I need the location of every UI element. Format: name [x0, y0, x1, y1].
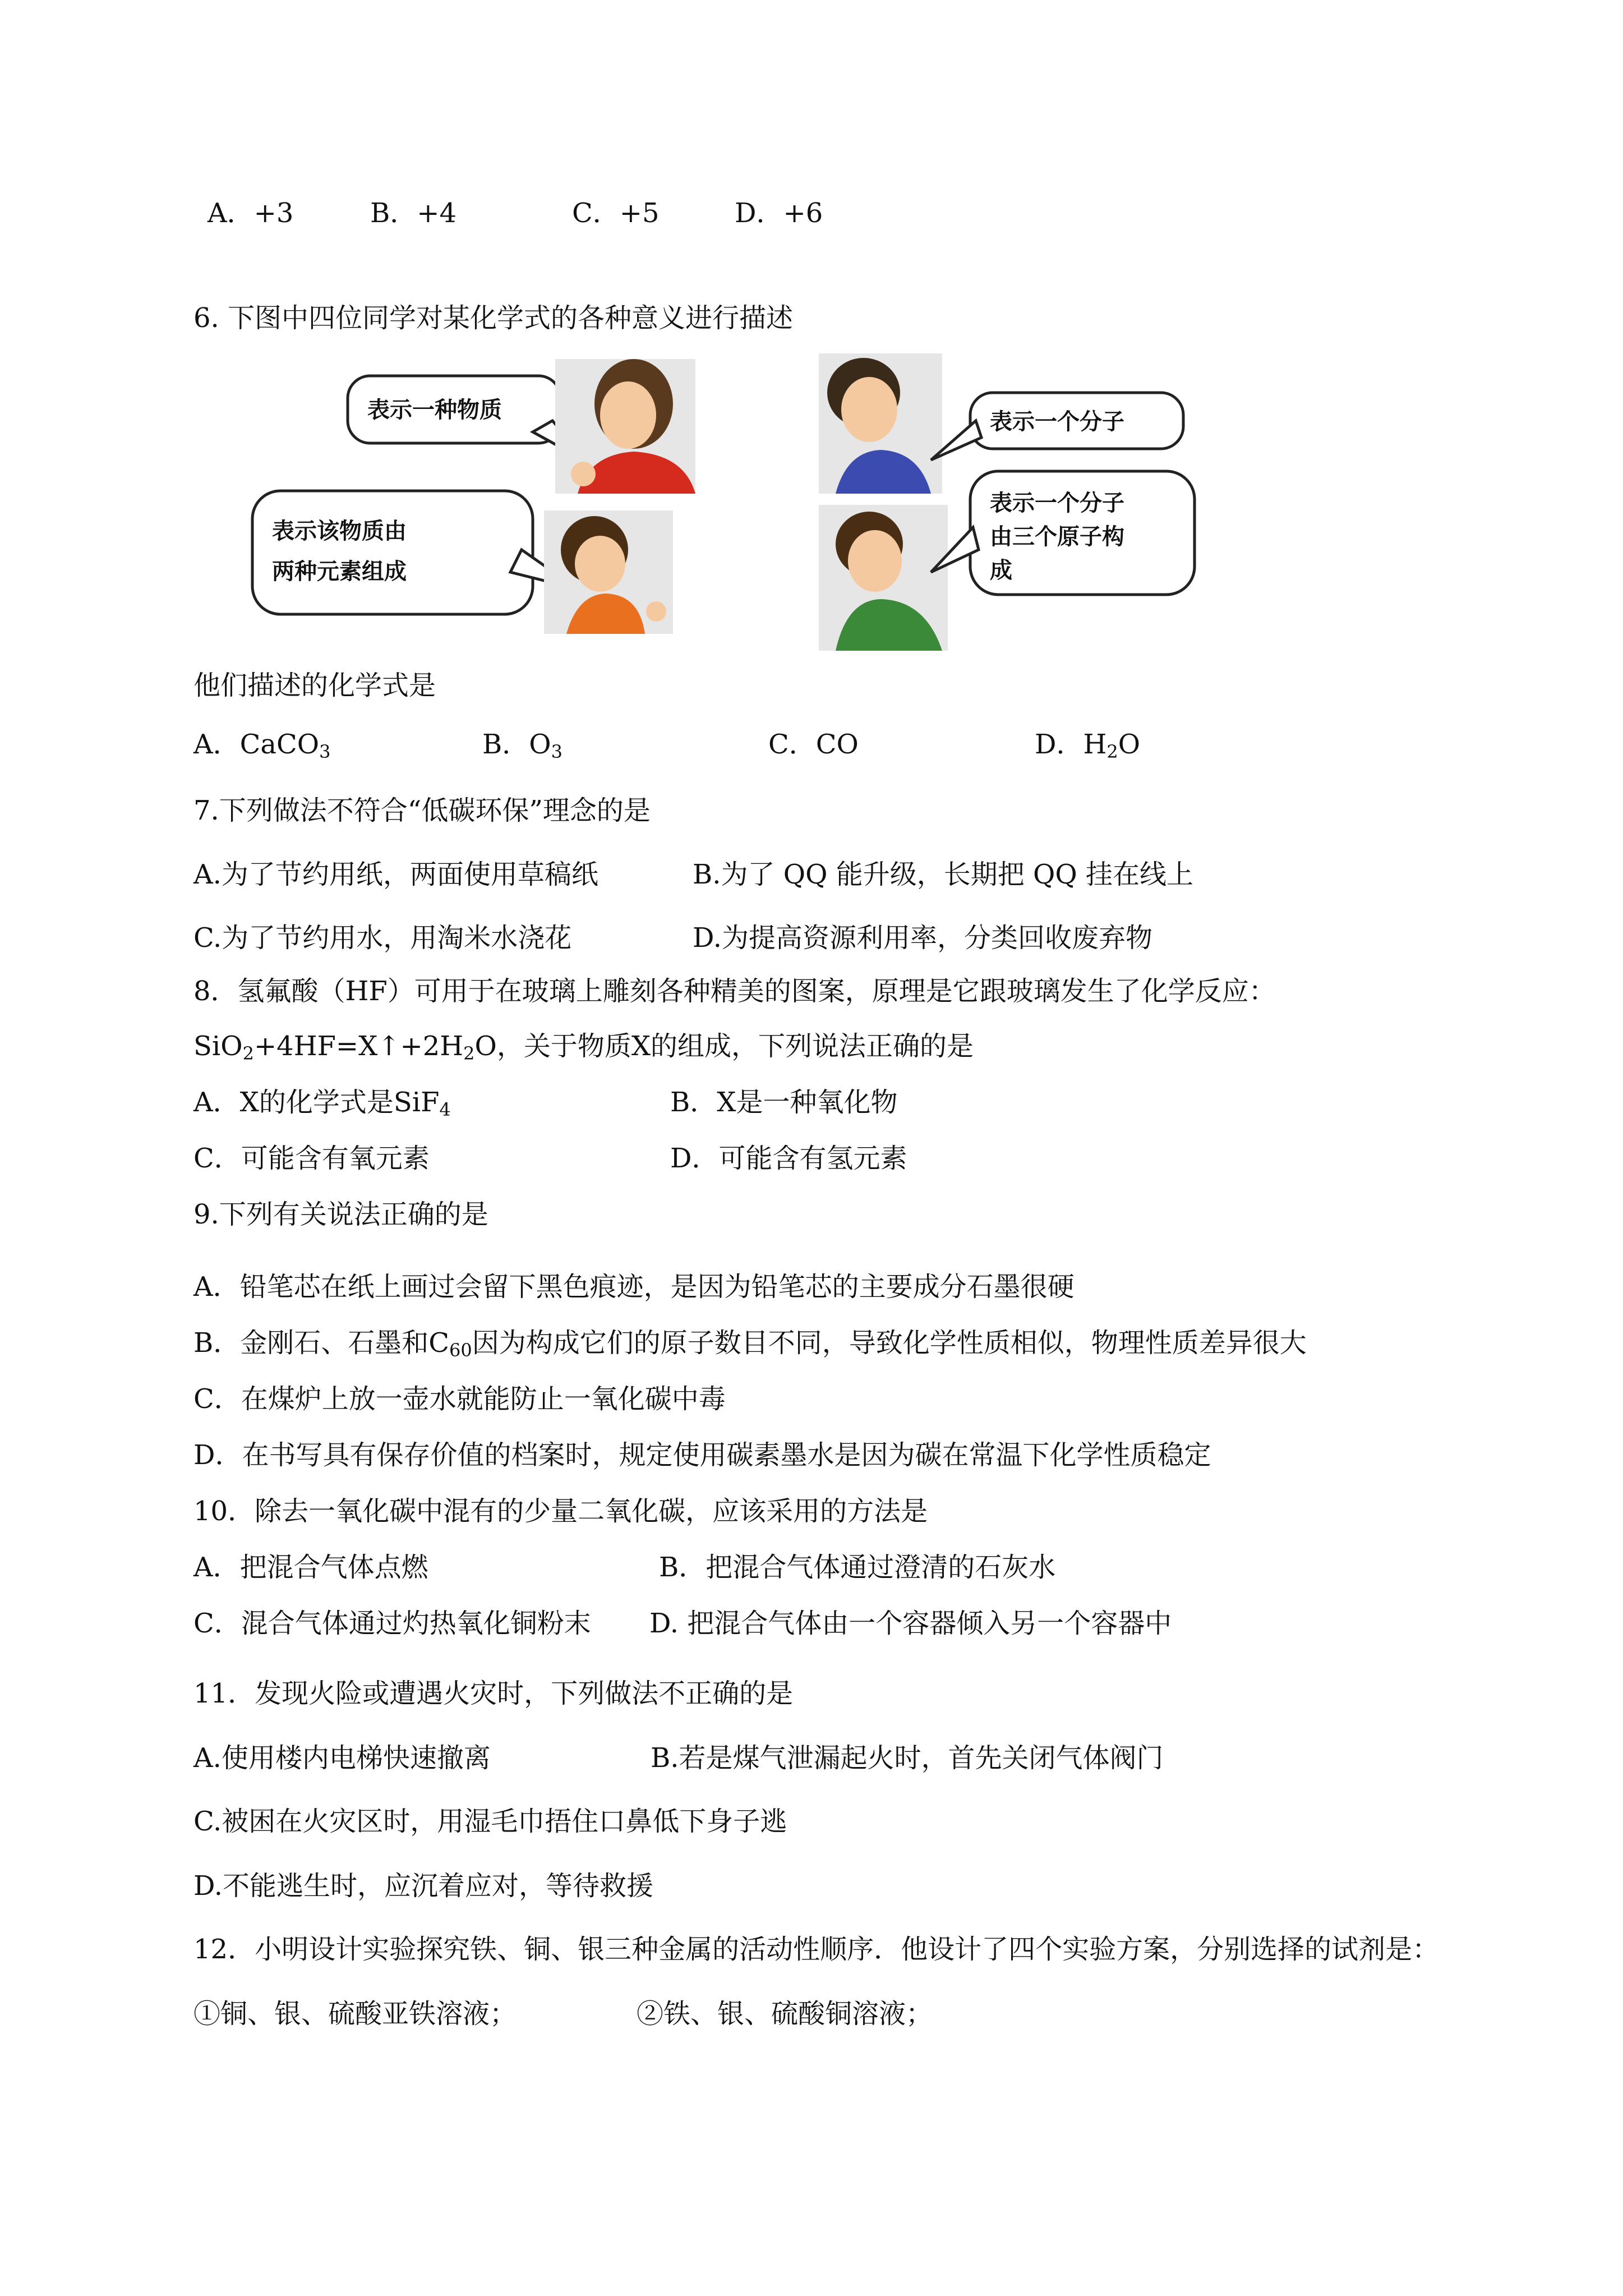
- subscript: 3: [319, 741, 331, 762]
- q12-stem: 12．小明设计实验探究铁、铜、银三种金属的活动性顺序．他设计了四个实验方案，分别选择的试剂是：: [193, 1934, 1440, 1965]
- students-illustration: [241, 348, 1239, 662]
- option-label: B．: [482, 729, 529, 760]
- option-label: A．: [208, 197, 254, 229]
- q11-option-a: A.使用楼内电梯快速撤离: [193, 1742, 491, 1774]
- option-label: A．: [193, 729, 240, 760]
- q8-option-b: B．X是一种氧化物: [670, 1087, 898, 1118]
- option-text: 因为构成它们的原子数目不同，导致化学性质相似，物理性质差异很大: [472, 1327, 1307, 1359]
- q7-option-c: C.为了节约用水，用淘米水浇花: [193, 922, 572, 954]
- q5-option-b: [370, 195, 457, 231]
- q12-reagent-set-1: ①铜、银、硫酸亚铁溶液；: [193, 1998, 517, 2030]
- bubble-text: 表示一个分子: [990, 409, 1124, 435]
- subscript: 4: [439, 1099, 451, 1120]
- bubble-text-line3: 成: [990, 558, 1012, 583]
- student-boy-green-icon: [819, 505, 948, 651]
- q8-option-c: C．可能含有氧元素: [193, 1143, 430, 1174]
- option-text: A．X的化学式是SiF: [193, 1087, 440, 1118]
- q6-option-a: [193, 726, 330, 762]
- q10-stem: 10．除去一氧化碳中混有的少量二氧化碳，应该采用的方法是: [193, 1496, 928, 1527]
- q9-option-b: [193, 1325, 1307, 1361]
- option-label: C．: [768, 729, 816, 760]
- subscript: 2: [242, 1043, 254, 1064]
- q6-question: 他们描述的化学式是: [193, 670, 436, 701]
- subscript: 2: [463, 1043, 475, 1064]
- option-text: +5: [619, 197, 660, 229]
- q10-option-b: B．把混合气体通过澄清的石灰水: [659, 1552, 1056, 1583]
- option-formula: O: [529, 729, 551, 760]
- q9-option-c: C．在煤炉上放一壶水就能防止一氧化碳中毒: [193, 1383, 726, 1415]
- q9-option-a: A．铅笔芯在纸上画过会留下黑色痕迹，是因为铅笔芯的主要成分石墨很硬: [193, 1271, 1075, 1303]
- q6-option-b: [482, 726, 562, 762]
- option-formula: H: [1083, 729, 1107, 760]
- option-label: B．: [370, 197, 417, 229]
- q7-option-d: D.为提高资源利用率，分类回收废弃物: [693, 922, 1153, 954]
- q10-option-c: C．混合气体通过灼热氧化铜粉末: [193, 1608, 591, 1639]
- q10-option-a: A．把混合气体点燃: [193, 1552, 428, 1583]
- bubble-text: 表示一种物质: [367, 397, 502, 423]
- q11-option-c: C.被困在火灾区时，用湿毛巾捂住口鼻低下身子逃: [193, 1806, 787, 1837]
- q11-stem: 11．发现火险或遭遇火灾时，下列做法不正确的是: [193, 1678, 794, 1709]
- option-text: +6: [783, 197, 823, 229]
- q6-option-d: [1035, 726, 1140, 762]
- q8-option-d: D．可能含有氢元素: [670, 1143, 907, 1174]
- equation-text: +4HF=X↑+2H: [253, 1030, 464, 1062]
- q6-stem: 6. 下图中四位同学对某化学式的各种意义进行描述: [193, 302, 794, 334]
- speech-bubble-top-right: [931, 393, 1183, 460]
- option-label: C．: [572, 197, 620, 229]
- q6-option-c: [768, 726, 859, 762]
- option-text: +3: [253, 197, 294, 229]
- option-text: B．金刚石、石墨和C: [193, 1327, 450, 1359]
- q11-option-b: B.若是煤气泄漏起火时，首先关闭气体阀门: [651, 1742, 1164, 1774]
- q6-figure: [241, 348, 1239, 662]
- equation-text: SiO: [193, 1030, 243, 1062]
- speech-bubble-bottom-left: [252, 491, 578, 614]
- q10-option-d: D. 把混合气体由一个容器倾入另一个容器中: [649, 1608, 1172, 1639]
- q8-option-a: [193, 1084, 451, 1120]
- q11-option-d: D.不能逃生时，应沉着应对，等待救援: [193, 1870, 654, 1902]
- option-text: +4: [417, 197, 457, 229]
- subscript: 60: [449, 1340, 472, 1361]
- bubble-text-line1: 表示一个分子: [990, 490, 1124, 516]
- bubble-text-line1: 表示该物质由: [272, 518, 407, 544]
- q7-option-b: B.为了 QQ 能升级，长期把 QQ 挂在线上: [693, 859, 1193, 890]
- subscript: 3: [551, 741, 562, 762]
- bubble-text-line2: 由三个原子构: [990, 524, 1124, 550]
- q5-option-a: [208, 195, 293, 231]
- option-formula-tail: O: [1118, 729, 1141, 760]
- q8-stem: 8．氢氟酸（HF）可用于在玻璃上雕刻各种精美的图案，原理是它跟玻璃发生了化学反应：: [193, 976, 1276, 1007]
- subscript: 2: [1106, 741, 1118, 762]
- option-label: D．: [735, 197, 783, 229]
- q8-equation: [193, 1028, 974, 1064]
- option-label: D．: [1035, 729, 1083, 760]
- student-girl-orange-icon: [544, 510, 673, 634]
- option-formula: CO: [815, 729, 859, 760]
- option-formula: CaCO: [239, 729, 320, 760]
- q9-stem: 9.下列有关说法正确的是: [193, 1199, 488, 1230]
- equation-text: O，关于物质X的组成，下列说法正确的是: [474, 1030, 974, 1062]
- q12-reagent-set-2: ②铁、银、硫酸铜溶液；: [637, 1998, 933, 2030]
- student-girl-red-icon: [555, 359, 695, 494]
- student-boy-blue-icon: [819, 353, 942, 494]
- speech-bubble-bottom-right: [931, 471, 1195, 595]
- q5-option-d: [735, 195, 823, 231]
- q7-stem: 7.下列做法不符合“低碳环保”理念的是: [193, 795, 651, 826]
- q9-option-d: D．在书写具有保存价值的档案时，规定使用碳素墨水是因为碳在常温下化学性质稳定: [193, 1439, 1211, 1471]
- q5-option-c: [572, 195, 660, 231]
- q7-option-a: A.为了节约用纸，两面使用草稿纸: [193, 859, 598, 890]
- bubble-text-line2: 两种元素组成: [272, 559, 407, 585]
- speech-bubble-top-left: [348, 376, 589, 463]
